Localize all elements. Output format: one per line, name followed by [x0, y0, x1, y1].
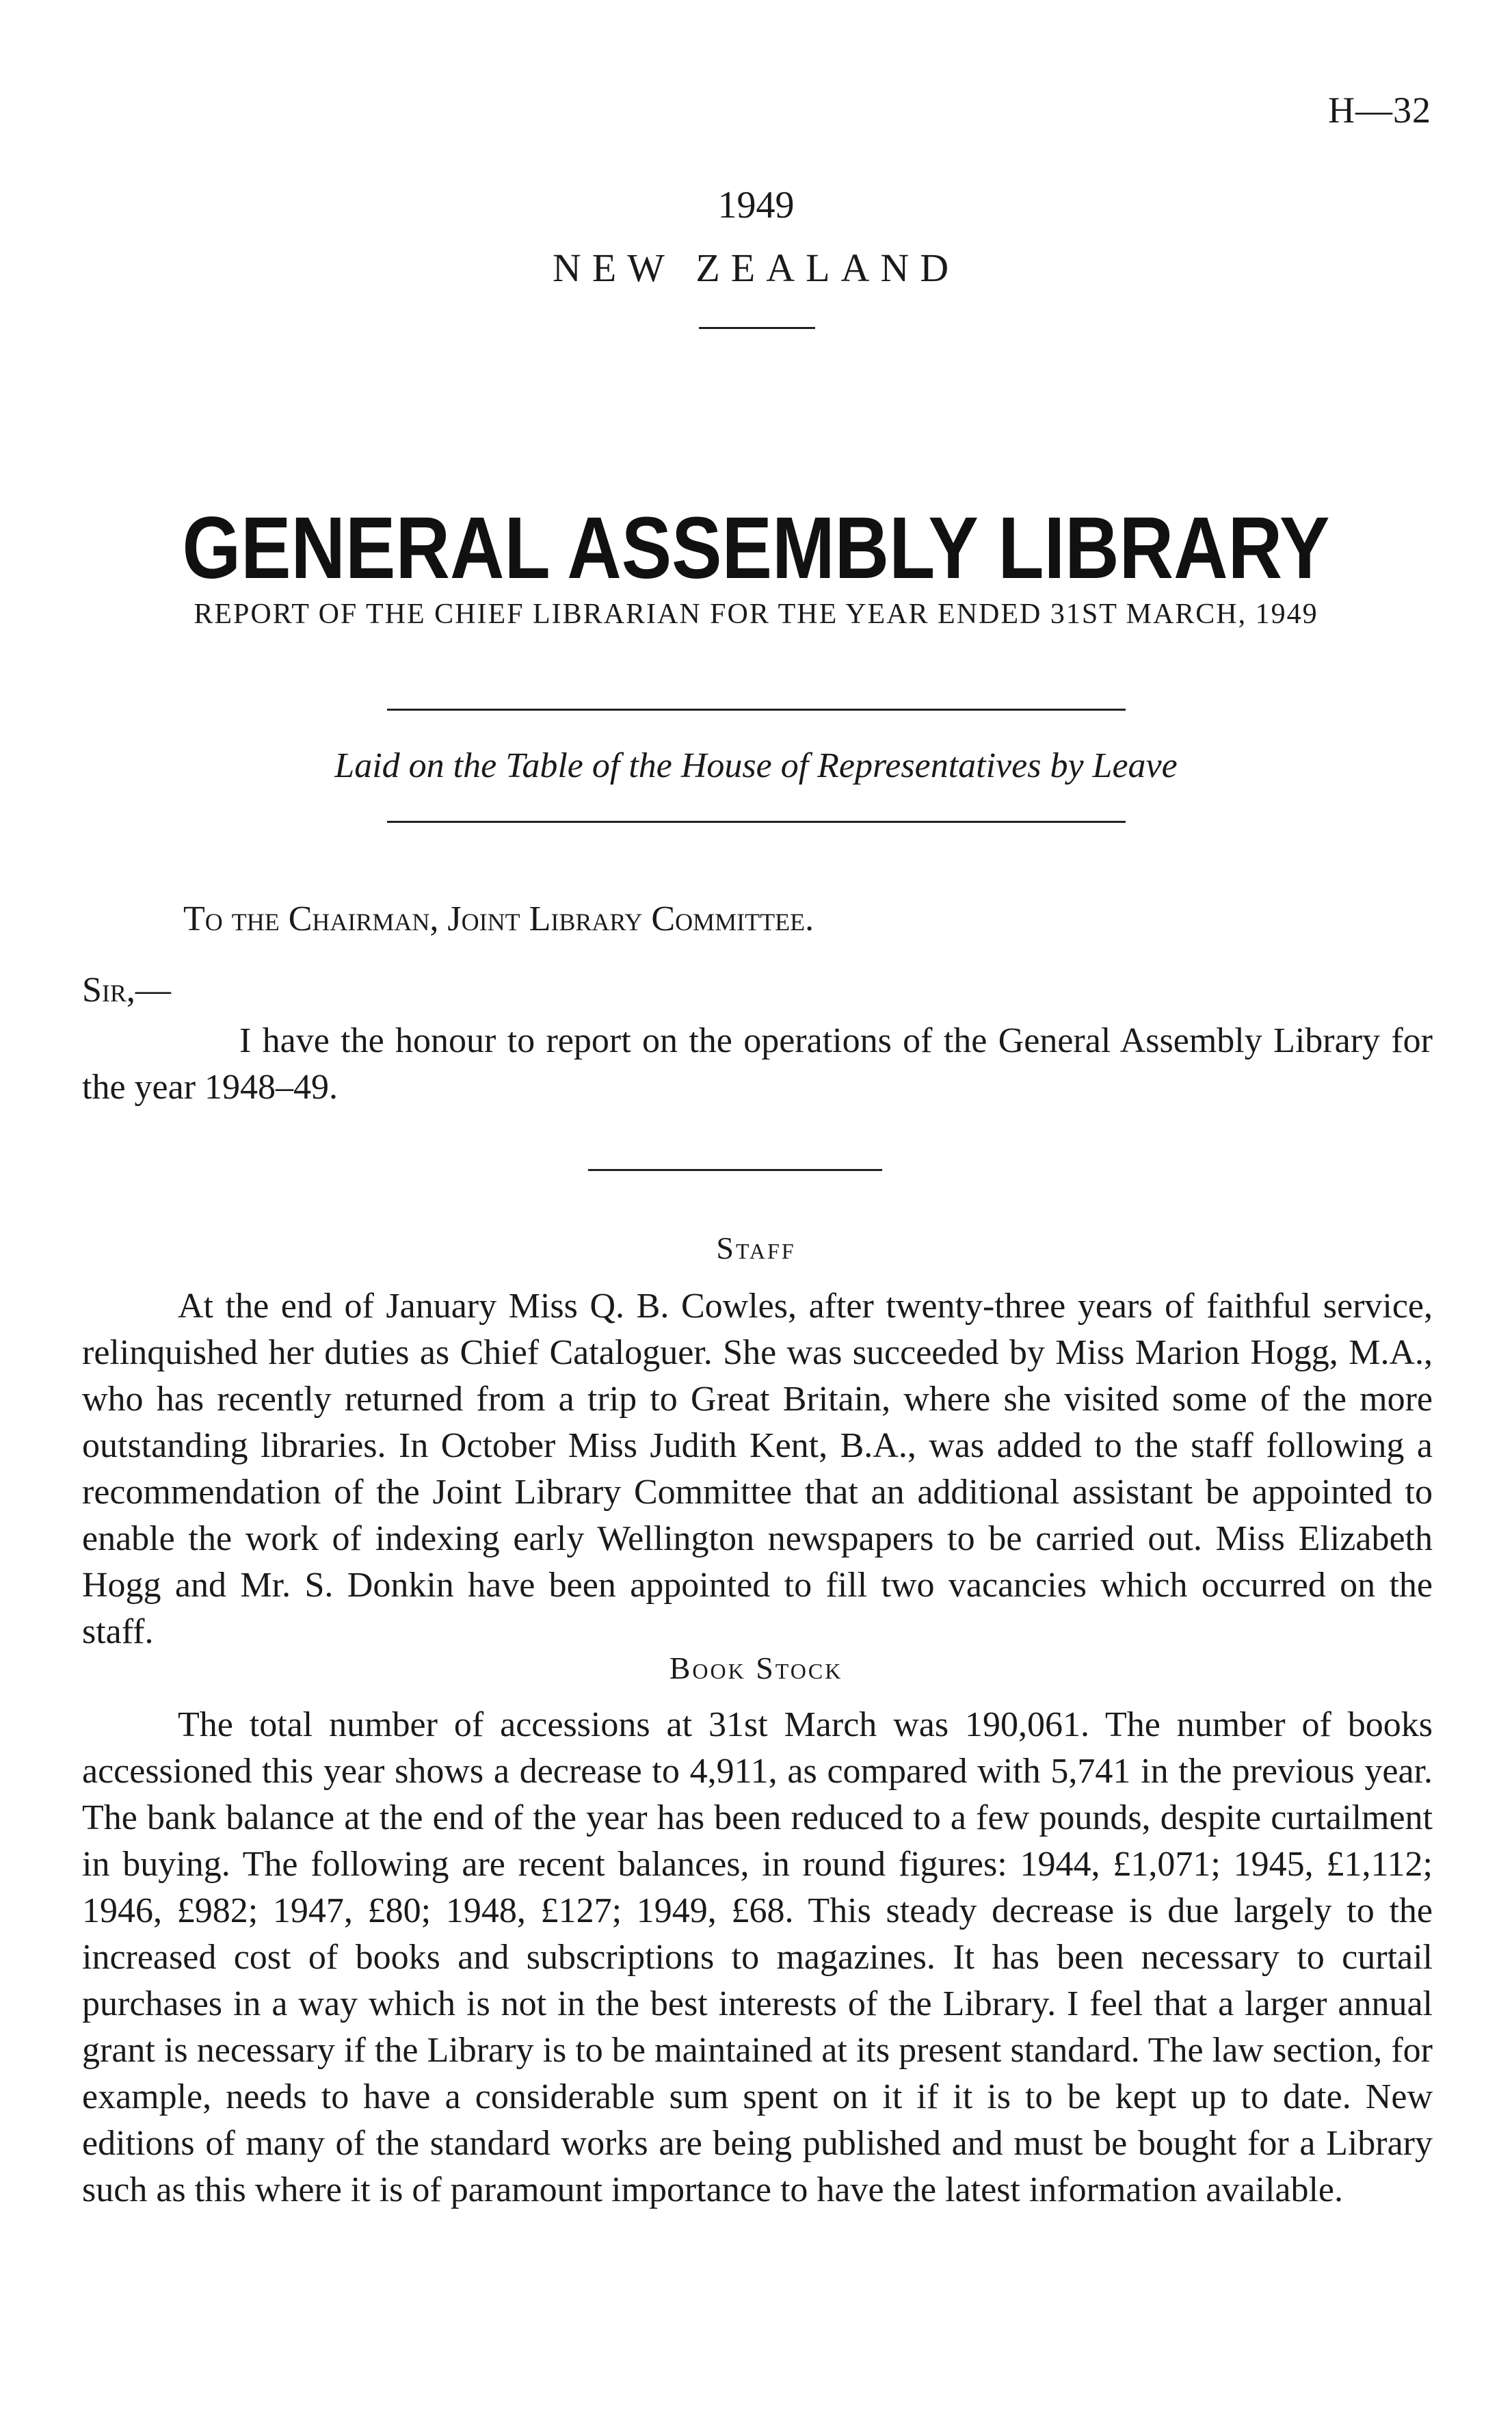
report-year: 1949 [717, 184, 795, 226]
staff-heading: Staff [716, 1231, 796, 1265]
rule-after-intro [588, 1169, 882, 1171]
report-subtitle: REPORT OF THE CHIEF LIBRARIAN FOR THE YEAR ENDED 31ST MARCH, 1949 [194, 599, 1318, 630]
salutation: Sir,— [82, 971, 171, 1010]
rule-above-laid-note [387, 709, 1126, 711]
book-stock-heading: Book Stock [669, 1651, 843, 1685]
intro-paragraph: I have the honour to report on the operations of the General Assembly Library for the year 1948–49. [82, 1021, 1433, 1107]
address-line: To the Chairman, Joint Library Committee. [183, 899, 814, 938]
rule-under-country [699, 327, 815, 329]
page-code: H—32 [1328, 90, 1431, 131]
laid-note: Laid on the Table of the House of Representatives by Leave [334, 746, 1178, 785]
country-heading: NEW ZEALAND [552, 246, 960, 290]
rule-below-laid-note [387, 821, 1126, 823]
main-title: GENERAL ASSEMBLY LIBRARY [182, 499, 1330, 597]
book-stock-paragraph: The total number of accessions at 31st March was 190,061. The number of books accessioned this year shows a decrease to 4,911, as compared with 5,741 in the previous year. The bank balance at the end of the year has been reduced to a few pounds, despite curtailment in buying. The following are recent balances, in round figures: 1944, £1,071; 1945, £1,112; 1946, £982; 1947, £80; 1948, £127; 1949, £68. This steady decrease is due largely to the increased cost of books and subscriptions to magazines. It has been necessary to curtail purchases in a way which is not in the best interests of the Library. I feel that a larger annual grant is necessary if the Library is to be maintained at its present standard. The law section, for example, needs to have a considerable sum spent on it if it is to be kept up to date. New editions of many of the standard works are being published and must be bought for a Library such as this where it is of paramount importance to have the latest information available. [82, 1705, 1433, 2209]
staff-paragraph: At the end of January Miss Q. B. Cowles, after twenty-three years of faithful service, relinquished her duties as Chief Cataloguer. She was succeeded by Miss Marion Hogg, M.A., who has recently returned from a trip to Great Britain, where she visited some of the more outstanding libraries. In October Miss Judith Kent, B.A., was added to the staff following a recommendation of the Joint Library Committee that an additional assistant be appointed to enable the work of indexing early Wellington newspapers to be carried out. Miss Elizabeth Hogg and Mr. S. Donkin have been appointed to fill two vacancies which occurred on the staff. [82, 1287, 1433, 1651]
